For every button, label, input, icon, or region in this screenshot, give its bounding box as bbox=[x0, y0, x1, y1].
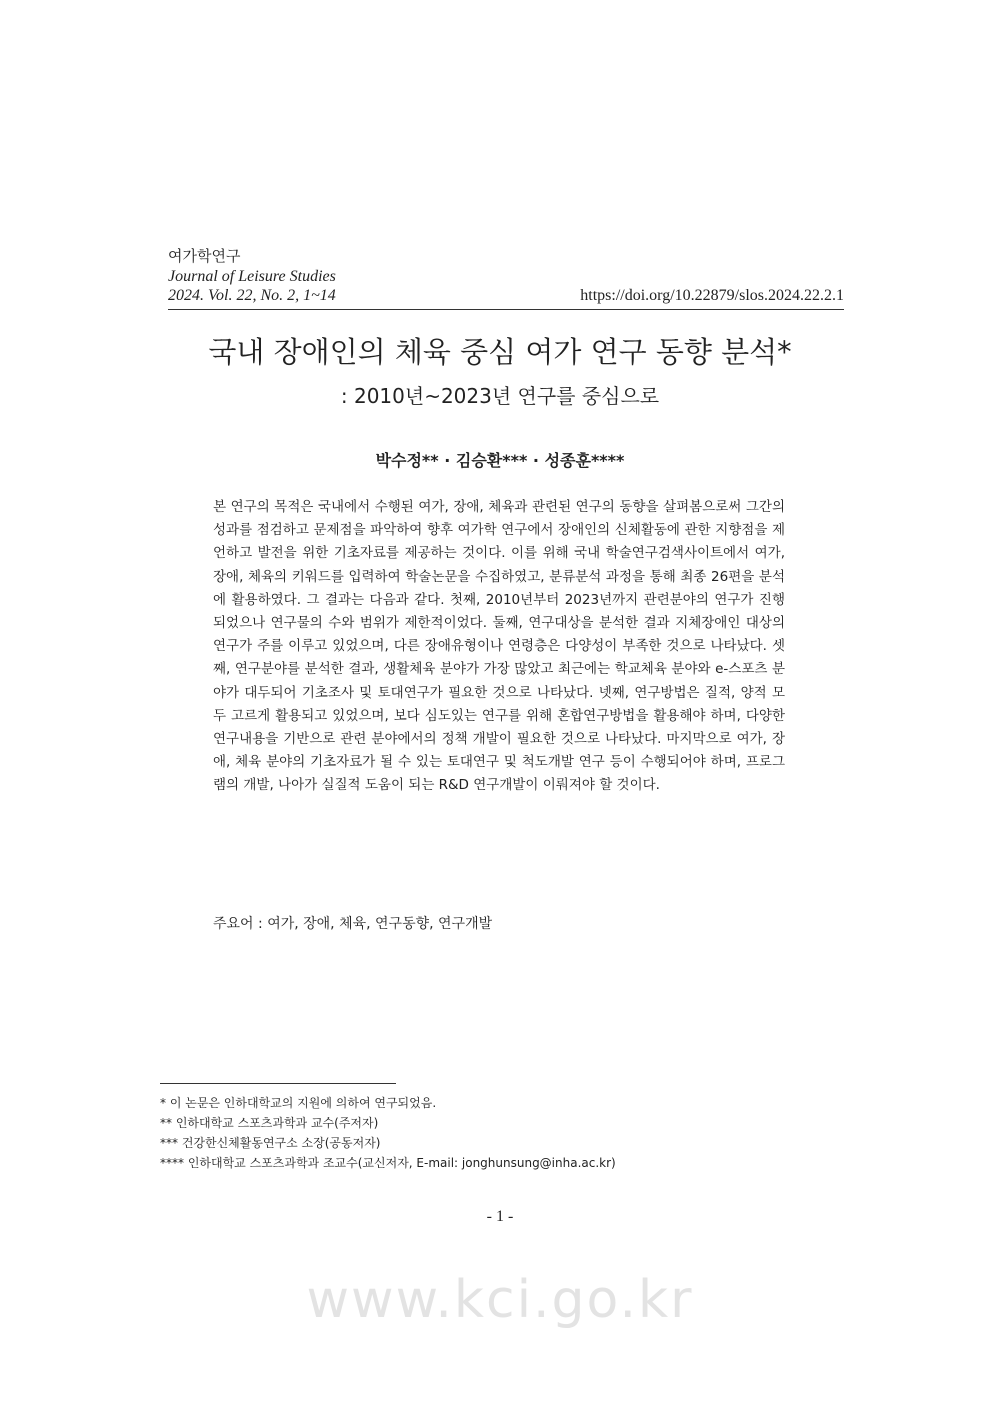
abstract-text: 본 연구의 목적은 국내에서 수행된 여가, 장애, 체육과 관련된 연구의 동향을 살펴봄으로써 그간의 성과를 점검하고 문제점을 파악하여 향후 여가학 연구에서 장애인의 신체활동에 관한 지향점을 제언하고 발전을 위한 기초자료를 제공하는 것이다. 이를 위해 국내 학술연구검색사이트에서 여가, 장애, 체육의 키워드를 입력하여 학술논문을 수집하였고, 분류분석 과정을 통해 최종 26편을 분석에 활용하였다. 그 결과는 다음과 같다. 첫째, 2010년부터 2023년까지 관련분야의 연구가 진행되었으나 연구물의 수와 범위가 제한적이었다. 둘째, 연구대상을 분석한 결과 지체장애인 대상의 연구가 주를 이루고 있었으며, 다른 장애유형이나 연령층은 다양성이 부족한 것으로 나타났다. 셋째, 연구분야를 분석한 결과, 생활체육 분야가 가장 많았고 최근에는 학교체육 분야와 e-스포츠 분야가 대두되어 기초조사 및 토대연구가 필요한 것으로 나타났다. 넷째, 연구방법은 질적, 양적 모두 고르게 활용되고 있었으며, 보다 심도있는 연구를 위해 혼합연구방법을 활용해야 하며, 다양한 연구내용을 기반으로 관련 분야에서의 정책 개발이 필요한 것으로 나타났다. 마지막으로 여가, 장애, 체육 분야의 기초자료가 될 수 있는 토대연구 및 척도개발 연구 등이 수행되어야 하며, 프로그램의 개발, 나아가 실질적 도움이 되는 R&D 연구개발이 이뤄져야 할 것이다. bbox=[213, 499, 785, 794]
volume-doi-row bbox=[168, 287, 844, 310]
footnote: *** 건강한신체활동연구소 소장(공동저자) bbox=[160, 1136, 381, 1150]
paper-title: 국내 장애인의 체육 중심 여가 연구 동향 분석* bbox=[208, 335, 792, 369]
footnote: * 이 논문은 인하대학교의 지원에 의하여 연구되었음. bbox=[160, 1096, 437, 1110]
page-number: - 1 - bbox=[486, 1208, 514, 1225]
author-list: 박수정** · 김승환*** · 성종훈**** bbox=[375, 451, 625, 470]
footnote: **** 인하대학교 스포츠과학과 조교수(교신저자, E-mail: jonghunsung@inha.ac.kr) bbox=[160, 1156, 616, 1170]
watermark-text: www.kci.go.kr bbox=[306, 1270, 694, 1330]
footnote-divider bbox=[160, 1083, 396, 1084]
footnote: ** 인하대학교 스포츠과학과 교수(주저자) bbox=[160, 1116, 379, 1130]
keywords: 주요어 : 여가, 장애, 체육, 연구동향, 연구개발 bbox=[213, 916, 493, 932]
volume-info: 2024. Vol. 22, No. 2, 1~14 bbox=[168, 287, 336, 304]
journal-name-english: Journal of Leisure Studies bbox=[168, 268, 336, 285]
journal-header bbox=[168, 245, 844, 310]
paper-subtitle: : 2010년~2023년 연구를 중심으로 bbox=[340, 384, 660, 408]
journal-name-korean: 여가학연구 bbox=[168, 247, 241, 265]
footnotes bbox=[160, 1093, 860, 1173]
doi-link[interactable]: https://doi.org/10.22879/slos.2024.22.2.1 bbox=[580, 287, 844, 304]
